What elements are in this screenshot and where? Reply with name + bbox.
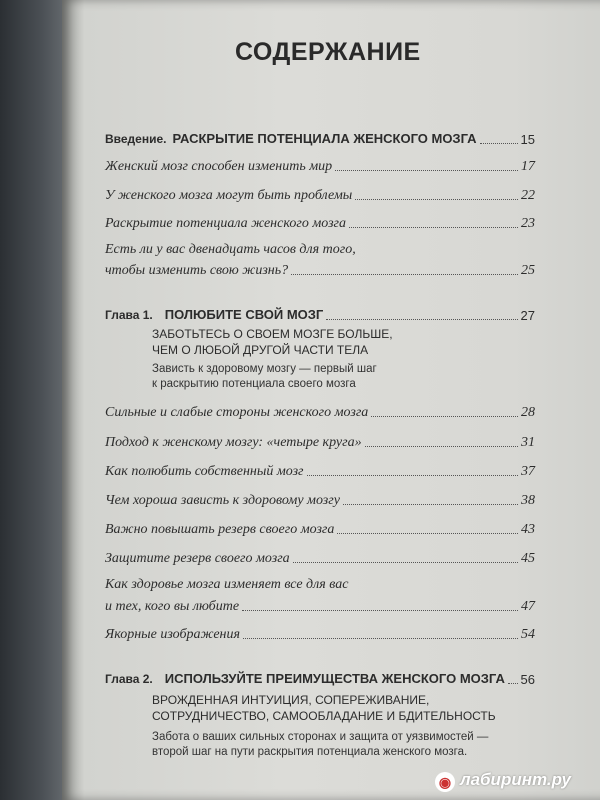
page-number: 22 bbox=[521, 188, 535, 203]
entry-title: Как полюбить собственный мозг bbox=[105, 464, 304, 479]
leader-dots bbox=[365, 446, 518, 447]
toc-entry-intro bbox=[105, 130, 535, 148]
chapter1-heading: ПОЛЮБИТЕ СВОЙ МОЗГ bbox=[164, 307, 324, 322]
toc-entry bbox=[105, 521, 535, 538]
page-number: 28 bbox=[521, 405, 535, 420]
page-number: 38 bbox=[521, 493, 535, 508]
page-number: 23 bbox=[521, 216, 535, 231]
toc-entry bbox=[105, 158, 535, 175]
page-number: 47 bbox=[521, 599, 535, 614]
entry-title: и тех, кого вы любите bbox=[105, 599, 240, 614]
entry-title: Раскрытие потенциала женского мозга bbox=[105, 216, 346, 231]
leader-dots bbox=[343, 504, 518, 505]
page-number: 37 bbox=[521, 464, 535, 479]
page-number: 43 bbox=[521, 522, 535, 537]
leader-dots bbox=[291, 274, 518, 275]
entry-title: Важно повышать резерв своего мозга bbox=[105, 522, 335, 537]
watermark: лабиринт.ру bbox=[460, 770, 571, 789]
toc-entry-chapter2 bbox=[105, 670, 535, 688]
toc-entry-chapter1 bbox=[105, 306, 535, 324]
toc-entry bbox=[105, 215, 535, 232]
entry-title: У женского мозга могут быть проблемы bbox=[105, 188, 353, 203]
entry-title: Якорные изображения bbox=[105, 627, 240, 642]
toc-entry bbox=[105, 434, 535, 451]
intro-heading: РАСКРЫТИЕ ПОТЕНЦИАЛА ЖЕНСКОГО МОЗГА bbox=[172, 131, 477, 146]
page-number: 15 bbox=[520, 132, 535, 147]
chapter2-description: Забота о ваших сильных сторонах и защита от уязвимостей — второй шаг на пути раскрытия потенциала женского мозга. bbox=[152, 731, 489, 758]
page-number: 17 bbox=[521, 159, 535, 174]
leader-dots bbox=[243, 638, 518, 639]
leader-dots bbox=[508, 683, 518, 684]
entry-title: Чем хороша зависть к здоровому мозгу bbox=[105, 493, 340, 508]
leader-dots bbox=[307, 475, 518, 476]
page-number: 25 bbox=[521, 263, 535, 278]
toc-entry bbox=[105, 492, 535, 509]
toc-entry-line1: Как здоровье мозга изменяет все для вас bbox=[105, 577, 349, 592]
toc-entry bbox=[105, 598, 535, 615]
toc-entry bbox=[105, 262, 535, 279]
leader-dots bbox=[480, 143, 518, 144]
toc-entry bbox=[105, 404, 535, 421]
leader-dots bbox=[335, 170, 518, 171]
page-number: 31 bbox=[521, 435, 535, 450]
toc-entry bbox=[105, 187, 535, 204]
page-number: 45 bbox=[521, 551, 535, 566]
chapter1-description: Зависть к здоровому мозгу — первый шаг к раскрытию потенциала своего мозга bbox=[152, 363, 377, 390]
page-title: СОДЕРЖАНИЕ bbox=[235, 38, 421, 66]
labirint-logo-icon: ◉ bbox=[435, 772, 455, 792]
toc-entry bbox=[105, 550, 535, 567]
leader-dots bbox=[242, 610, 518, 611]
chapter2-heading: ИСПОЛЬЗУЙТЕ ПРЕИМУЩЕСТВА ЖЕНСКОГО МОЗГА bbox=[164, 671, 505, 686]
chapter1-label: Глава 1. bbox=[105, 308, 153, 322]
intro-label: Введение. bbox=[105, 132, 167, 146]
book-spine-shadow bbox=[0, 0, 70, 800]
page-number: 56 bbox=[520, 672, 535, 687]
entry-title: Сильные и слабые стороны женского мозга bbox=[105, 405, 369, 420]
toc-entry bbox=[105, 463, 535, 480]
leader-dots bbox=[355, 199, 518, 200]
entry-title: Защитите резерв своего мозга bbox=[105, 551, 290, 566]
page-number: 27 bbox=[520, 308, 535, 323]
leader-dots bbox=[371, 416, 518, 417]
chapter1-subtitle: ЗАБОТЬТЕСЬ О СВОЕМ МОЗГЕ БОЛЬШЕ, ЧЕМ О ЛЮБОЙ ДРУГОЙ ЧАСТИ ТЕЛА bbox=[152, 327, 393, 357]
entry-title: Подход к женскому мозгу: «четыре круга» bbox=[105, 435, 362, 450]
leader-dots bbox=[349, 227, 518, 228]
page-number: 54 bbox=[521, 627, 535, 642]
chapter2-label: Глава 2. bbox=[105, 672, 153, 686]
leader-dots bbox=[337, 533, 518, 534]
chapter2-subtitle: ВРОЖДЕННАЯ ИНТУИЦИЯ, СОПЕРЕЖИВАНИЕ, СОТРУДНИЧЕСТВО, САМООБЛАДАНИЕ И БДИТЕЛЬНОСТЬ bbox=[152, 693, 496, 723]
leader-dots bbox=[326, 319, 517, 320]
toc-entry-line1: Есть ли у вас двенадцать часов для того, bbox=[105, 242, 356, 257]
entry-title: Женский мозг способен изменить мир bbox=[105, 159, 333, 174]
leader-dots bbox=[293, 562, 518, 563]
entry-title: чтобы изменить свою жизнь? bbox=[105, 263, 289, 278]
toc-entry bbox=[105, 626, 535, 643]
